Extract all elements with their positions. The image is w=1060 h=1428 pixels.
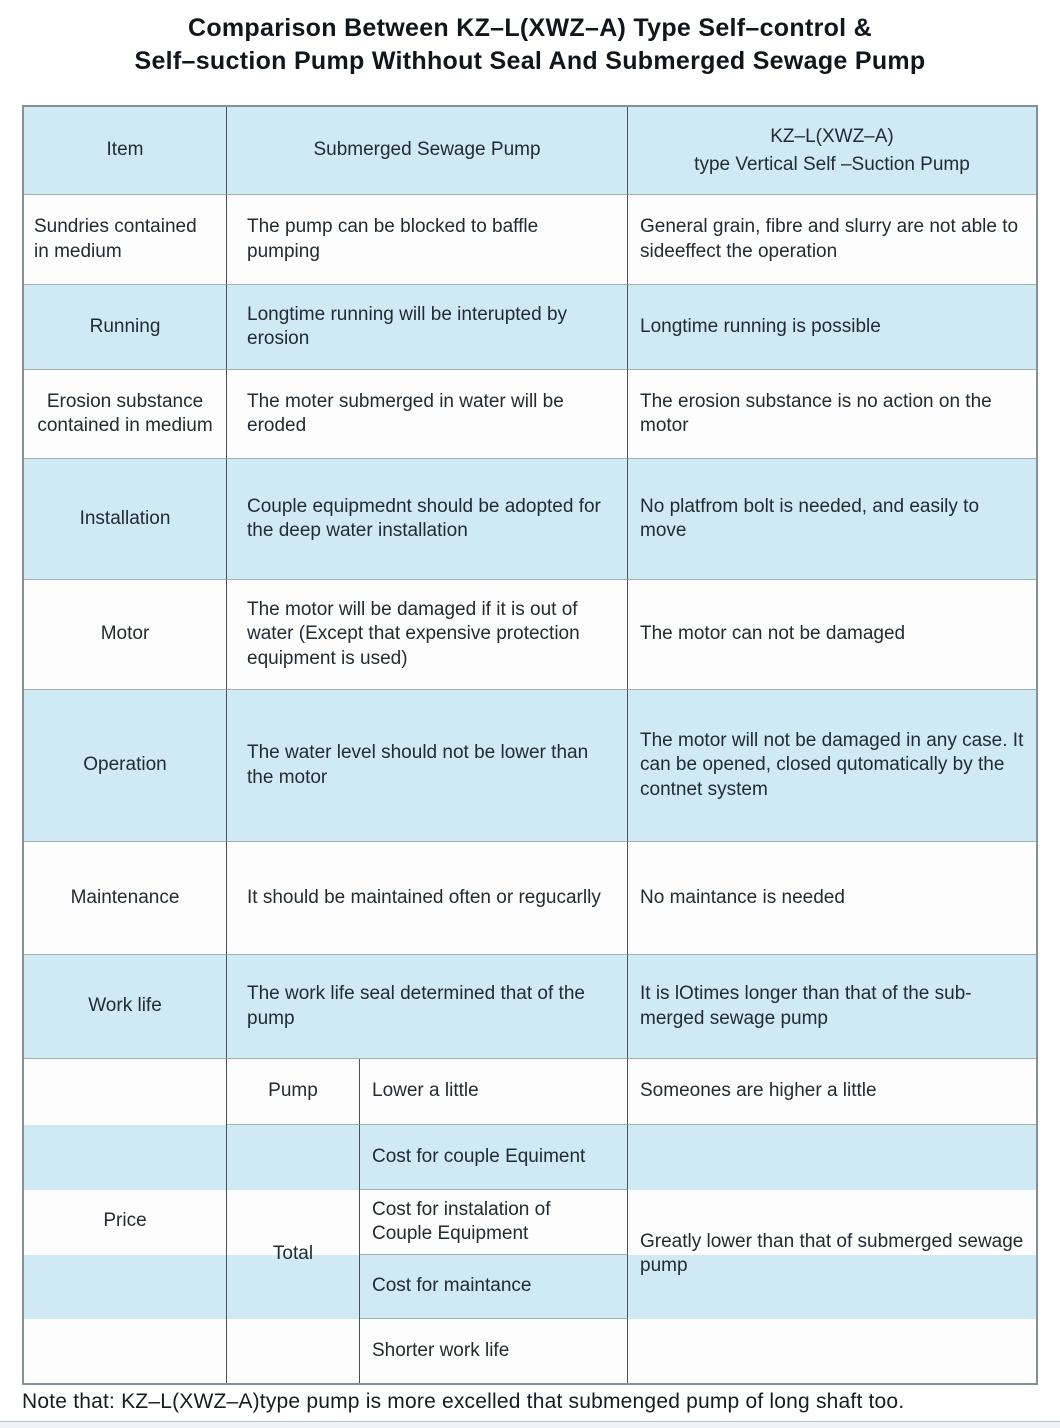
page-title-line1: Comparison Between KZ–L(XWZ–A) Type Self–control & <box>187 14 873 42</box>
price-total-item-maintenance-cost: Cost for maintance <box>360 1255 628 1319</box>
cell-maintenance-kz: No maintance is needed <box>628 842 1036 955</box>
cell-running-kz: Longtime running is possible <box>628 285 1036 370</box>
header-cell-item: Item <box>24 107 227 195</box>
header-kz-line1: KZ–L(XWZ–A) <box>770 125 894 147</box>
price-total-item-shorter-work-life: Shorter work life <box>360 1319 628 1383</box>
cell-maintenance-submerged: It should be maintained often or regucarlly <box>227 842 628 955</box>
price-total-kz: Greatly lower than that of submerged sewage pump <box>640 1230 1024 1276</box>
comparison-table <box>22 105 1038 1385</box>
footnote: Note that: KZ–L(XWZ–A)type pump is more excelled that submenged pump of long shaft too. <box>22 1390 905 1413</box>
row-item-motor: Motor <box>24 580 227 690</box>
header-cell-submerged-pump: Submerged Sewage Pump <box>227 107 628 195</box>
cell-sundries-kz: General grain, fibre and slurry are not able to sideeffect the operation <box>628 195 1036 285</box>
price-pump-submerged: Lower a little <box>360 1059 628 1125</box>
row-item-running: Running <box>24 285 227 370</box>
row-item-erosion: Erosion substance contained in medium <box>24 370 227 459</box>
header-kz-stack <box>628 123 1036 178</box>
price-pump-kz: Someones are higher a little <box>628 1059 1036 1125</box>
cell-running-submerged: Longtime running will be interupted by erosion <box>227 285 628 370</box>
cell-installation-submerged: Couple equipmednt should be adopted for the deep water installation <box>227 459 628 580</box>
cell-operation-kz: The motor will not be damaged in any case. It can be opened, closed qutomatically by the contnet system <box>628 690 1036 842</box>
row-item-installation: Installation <box>24 459 227 580</box>
cell-installation-kz: No platfrom bolt is needed, and easily to move <box>628 459 1036 580</box>
price-total-item-installation-cost: Cost for instalation of Couple Equipment <box>360 1190 628 1255</box>
cell-operation-submerged: The water level should not be lower than the motor <box>227 690 628 842</box>
page-title <box>0 12 1060 78</box>
price-label: Price <box>24 1059 227 1383</box>
cell-erosion-submerged: The moter submerged in water will be eroded <box>227 370 628 459</box>
header-kz-line2: type Vertical Self –Suction Pump <box>694 153 970 175</box>
price-pump-label: Pump <box>227 1059 360 1125</box>
price-total-label: Total <box>227 1125 360 1383</box>
bottom-page-band <box>0 1421 1060 1428</box>
row-item-operation: Operation <box>24 690 227 842</box>
cell-work-life-kz: It is lOtimes longer than that of the sub-merged sewage pump <box>628 955 1036 1059</box>
cell-work-life-submerged: The work life seal determined that of the pump <box>227 955 628 1059</box>
cell-erosion-kz: The erosion substance is no action on the motor <box>628 370 1036 459</box>
page-title-line2: Self–suction Pump Withhout Seal And Submerged Sewage Pump <box>134 47 926 75</box>
price-total-item-couple-equipment: Cost for couple Equiment <box>360 1125 628 1190</box>
row-item-maintenance: Maintenance <box>24 842 227 955</box>
cell-motor-kz: The motor can not be damaged <box>628 580 1036 690</box>
row-item-sundries: Sundries contained in medium <box>24 195 227 285</box>
row-item-work-life: Work life <box>24 955 227 1059</box>
cell-motor-submerged: The motor will be damaged if it is out of water (Except that expensive protection equipment is used) <box>227 580 628 690</box>
cell-sundries-submerged: The pump can be blocked to baffle pumping <box>227 195 628 285</box>
header-cell-kz-pump <box>628 107 1036 195</box>
